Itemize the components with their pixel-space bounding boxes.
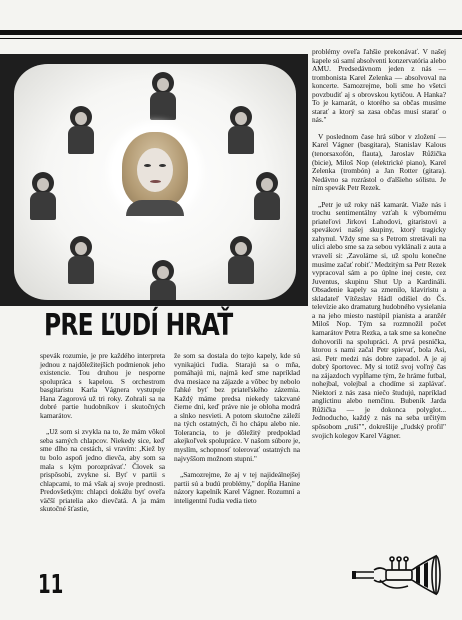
paragraph: problémy oveľa ľahšie prekonávať. V našej kapele sú samí absolventi konzervatória alebo AMU. Predsedávnom jeden z nás — trombonista Karel Zelenka — absolvoval na koncerte. Samozrejme, boli sme ho všetci povzbudiť aj s obrovskou kytičou. A Hanka? To je kamarát, o ktorého sa občas musíme starať a ktorý sa zasa občas musí starať o nás." [312, 47, 446, 125]
tv-screen-photo [0, 54, 308, 306]
page-number: 11 [38, 570, 64, 600]
column-left [40, 352, 165, 514]
paragraph: V poslednom čase hrá súbor v zložení — Karel Vágner (basgitara), Stanislav Kalous (tenorsaxofón, flauta), Jaroslav Růžička (bicie), Miloš Nop (elektrické piano), Karel Zelenka (trombón) a Jan Rotter (gitara). Nedávno sa rozrástol o ďalšieho sólistu. Je ním spevák Petr Rezek. [312, 131, 446, 193]
column-right [312, 48, 446, 440]
paragraph: že som sa dostala do tejto kapely, kde sú vynikajúci ľudia. Starajú sa o mňa, pomáhajú mi, najmä keď sme napríklad dva mesiace na zájazde a vôbec by nebolo ľahké byť bez priateľského zázemia. Každý máme predsa niekedy takzvané čierne dni, keď práve nie je obloha modrá a slnko nesvieti. A potom skutočne záleží na tých ostatných, či ho chápu alebo nie. Tolerancia, to je dôležitý predpoklad akejkoľvek spolupráce. V našom súbore je, myslím, schopnosť tolerovať ostatných na najvyššom možnom stupni." [174, 351, 300, 463]
mini-portrait [226, 106, 256, 154]
headline: PRE ĽUDÍ HRAŤ [44, 308, 233, 343]
mini-portrait [66, 236, 96, 284]
mini-portrait [28, 172, 58, 220]
paragraph: spevák rozumie, je pre každého interpreta jednou z najdôležitejších podmienok jeho existencie. Tou druhou je nesporne spolupráca s kapelou. S orchestrom basgitaristu Karla Vágnera vystupuje Hana Zagorová už tri roky. Zohrali sa na dobré partie hudobníkov i skutočných kamarátov. [40, 351, 165, 420]
trumpet-icon [350, 552, 442, 598]
paragraph: „Už som si zvykla na to, že mám vôkol seba samých chlapcov. Niekedy sice, keď sme dlho na cestách, si vravím: ,Kiež by tu bolo aspoň jedno dievča, aby som sa mala s kým porozprávať.' Človek sa prispôsobí, zvykne si. Byť v partii s chlapcami, to má však aj svoje prednosti. Predovšetkým: chlapci dokážu byť oveľa väčší priatelia ako dievčatá. A ja mám skutočné šťastie, [40, 427, 165, 514]
center-portrait [112, 126, 198, 216]
column-middle [174, 352, 300, 505]
mini-portrait [252, 172, 282, 220]
mini-portrait [148, 260, 178, 300]
mini-portrait [148, 72, 178, 120]
paragraph: „Petr je už roky náš kamarát. Viaže nás i trochu sentimentálny vzťah k výbornému priateľovi Jirkovi Lahodovi, gitaristovi a spevákovi našej skupiny, ktorý tragicky zahynul. Vždy sme sa s Petrom stretávali na ulici alebo sme sa za sebou vyklánali z auta a vravelí si: ,Zavoláme si, už spolu konečne musíme začať robiť.' Medzitým sa Petr Rezek vypracoval sám a po úplne inej ceste, cez Juventus, skupinu Shut Up a Kardináli. Obsadenie kapely sa zmenilo, klaviristu a skladateľ Vítězslav Hádl odišiel do Čs. televízie ako dramaturg hudobného vysielania a na jeho miesto nastúpil pianista a aranžér Miloš Nop. Tým sa rozmnožil počet kamarátov Petra Rezka, a tak sme sa konečne dohovorili na spolupráci. A prvá pesnička, ktorou s nami začal Petr spievať, bola Asi, asi. Petr medzi nás dobre zapadol. A je aj dobrý športovec. My si totiž svoj voľný čas na zájazdoch vypĺňame tým, že hráme futbal, nohejbal, volejbal a chodíme si zaplávať. Niektorí z nás zasa niečo študujú, napríklad anglictinu alebo nemčinu. Bubeník Jarda Růžička — je dokonca polyglot... Jednoducho, každý z nás na seba určitým spôsobom „ruší"", dokrešlije „ľudský profil" svojich kolegov Karel Vágner. [312, 199, 446, 440]
paragraph: „Samozrejme, že aj v tej najideálnejšej partii sú a budú problémy," dopĺňa Hanine názory kapelník Karel Vágner. Rozumní a inteligentní ľudia vedia tieto [174, 470, 300, 505]
mini-portrait [66, 106, 96, 154]
top-rule-thick [0, 30, 462, 35]
mini-portrait [226, 236, 256, 284]
tv-screen [14, 64, 296, 300]
top-rule-thin [0, 38, 462, 39]
